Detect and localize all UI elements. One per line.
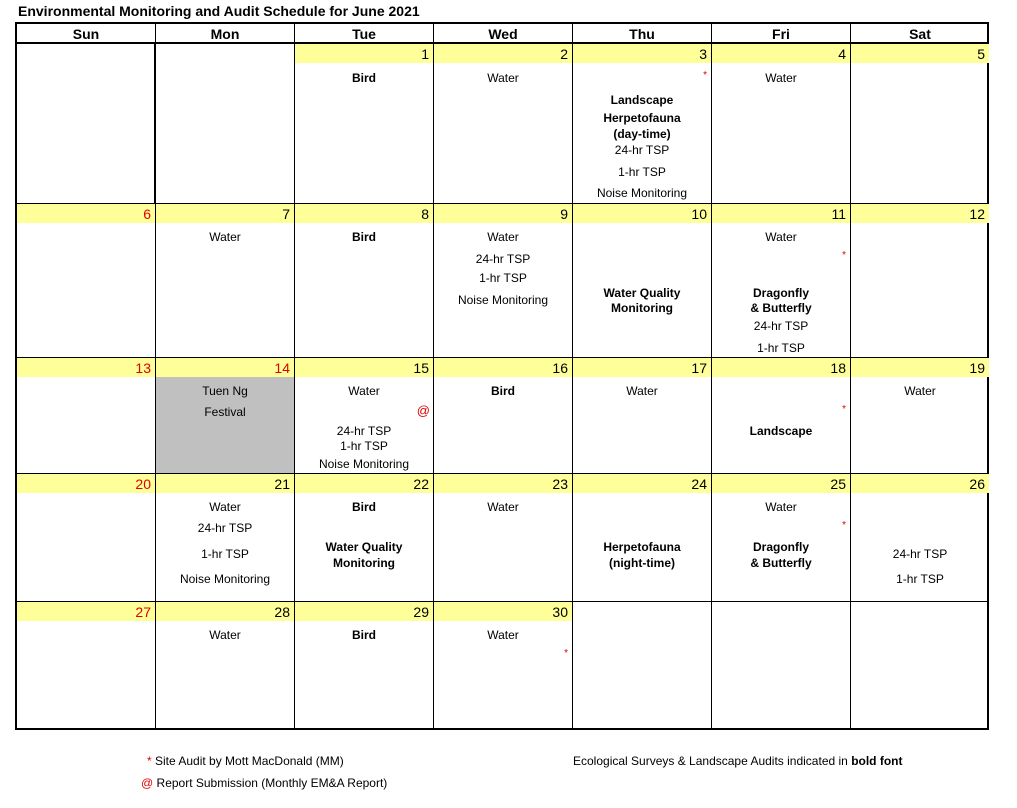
day-cell-11 [712,204,851,358]
day-number: 17 [691,360,707,376]
day-number: 21 [274,476,290,492]
event-tsp24: 24-hr TSP [336,424,392,438]
site-audit-marker: * [842,520,846,531]
site-audit-marker: * [703,70,707,81]
report-text: Report Submission (Monthly EM&A Report) [156,776,388,790]
day-cell-25 [712,474,851,602]
day-number: 26 [969,476,985,492]
event-tsp1: 1-hr TSP [340,439,388,453]
day-number: 4 [838,46,846,62]
event-nighttime: (night-time) [609,556,675,570]
bold-note-text: Ecological Surveys & Landscape Audits indicated in [573,754,848,768]
header-sun: Sun [17,24,156,44]
event-tsp24: 24-hr TSP [475,252,531,266]
day-cell-21 [156,474,295,602]
event-dragonfly: Dragonfly [752,540,809,554]
day-cell-2 [434,44,573,204]
event-daytime: (day-time) [613,127,671,141]
day-cell-13 [17,358,156,474]
event-monitoring: Monitoring [611,301,673,315]
event-water: Water [487,230,519,244]
day-number: 15 [413,360,429,376]
event-water-quality: Water Quality [325,540,403,554]
report-symbol: @ [141,776,154,790]
header-sat: Sat [851,24,989,44]
date-band [295,358,433,377]
date-band [573,358,711,377]
day-number: 30 [552,604,568,620]
header-tue: Tue [295,24,434,44]
day-cell-17 [573,358,712,474]
day-cell-1 [295,44,434,204]
day-cell-19 [851,358,989,474]
event-water: Water [765,230,797,244]
date-band [573,44,711,63]
date-band [434,358,572,377]
day-number: 12 [969,206,985,222]
day-number: 22 [413,476,429,492]
day-cell-10 [573,204,712,358]
day-cell-5 [851,44,989,204]
event-tsp24: 24-hr TSP [614,143,670,157]
event-butterfly: & Butterfly [750,556,812,570]
date-band [851,474,989,493]
site-audit-symbol: * [147,754,152,768]
event-tsp1: 1-hr TSP [201,547,249,561]
date-band [156,204,294,223]
site-audit-marker: * [842,250,846,261]
day-cell-29 [295,602,434,730]
date-band [295,44,433,63]
event-noise: Noise Monitoring [457,293,549,307]
day-cell-20 [17,474,156,602]
day-number: 9 [560,206,568,222]
report-submission-marker: @ [416,403,430,418]
event-noise: Noise Monitoring [596,186,688,200]
day-cell-16 [434,358,573,474]
event-water: Water [626,384,658,398]
event-water: Water [765,71,797,85]
event-water: Water [487,71,519,85]
day-cell-26 [851,474,989,602]
day-number: 16 [552,360,568,376]
bold-word: bold [851,754,877,768]
event-landscape: Landscape [610,93,674,107]
legend-report [141,776,387,790]
event-tsp1: 1-hr TSP [896,572,944,586]
cell-empty [851,602,989,730]
date-band [434,44,572,63]
day-number: 18 [830,360,846,376]
event-landscape: Landscape [749,424,813,438]
event-tsp24: 24-hr TSP [753,319,809,333]
day-number: 13 [135,360,151,376]
event-water-quality: Water Quality [603,286,681,300]
day-cell-28 [156,602,295,730]
event-dragonfly: Dragonfly [752,286,809,300]
day-number: 3 [699,46,707,62]
site-audit-marker: * [842,404,846,415]
day-cell-23 [434,474,573,602]
day-cell-9 [434,204,573,358]
site-audit-marker: * [564,648,568,659]
header-wed: Wed [434,24,573,44]
event-water: Water [209,500,241,514]
cell-empty [17,44,156,204]
header-fri: Fri [712,24,851,44]
event-tsp1: 1-hr TSP [757,341,805,355]
day-number: 1 [421,46,429,62]
date-band [434,474,572,493]
date-band [295,602,433,621]
event-butterfly: & Butterfly [750,301,812,315]
event-water: Water [487,628,519,642]
legend-site-audit [147,754,344,768]
event-noise: Noise Monitoring [179,572,271,586]
event-tsp1: 1-hr TSP [479,271,527,285]
cell-empty [156,44,295,204]
day-cell-15 [295,358,434,474]
date-band [295,474,433,493]
date-band [712,204,850,223]
event-tsp24: 24-hr TSP [197,521,253,535]
day-number: 25 [830,476,846,492]
date-band [573,204,711,223]
event-noise: Noise Monitoring [318,457,410,471]
cell-empty [712,602,851,730]
day-number: 14 [274,360,290,376]
date-band [17,602,155,621]
day-cell-3 [573,44,712,204]
day-cell-6 [17,204,156,358]
event-bird: Bird [352,500,376,514]
date-band [851,44,989,63]
day-cell-12 [851,204,989,358]
day-number: 23 [552,476,568,492]
day-cell-7 [156,204,295,358]
font-word: font [879,754,903,768]
date-band [851,358,989,377]
event-bird: Bird [352,628,376,642]
event-tsp24: 24-hr TSP [892,547,948,561]
day-number: 2 [560,46,568,62]
event-water: Water [209,230,241,244]
event-bird: Bird [352,71,376,85]
day-number: 19 [969,360,985,376]
day-cell-30 [434,602,573,730]
date-band [434,204,572,223]
date-band [434,602,572,621]
day-number: 7 [282,206,290,222]
event-tuen-ng: Tuen Ng [202,384,248,398]
day-number: 27 [135,604,151,620]
event-herpetofauna: Herpetofauna [603,111,681,125]
site-audit-text: Site Audit by Mott MacDonald (MM) [155,754,344,768]
day-number: 28 [274,604,290,620]
event-water: Water [348,384,380,398]
day-number: 11 [831,206,846,222]
day-number: 29 [413,604,429,620]
date-band [17,474,155,493]
calendar-grid [15,22,989,730]
event-bird: Bird [491,384,515,398]
event-bird: Bird [352,230,376,244]
header-mon: Mon [156,24,295,44]
day-cell-22 [295,474,434,602]
event-tsp1: 1-hr TSP [618,165,666,179]
date-band [712,358,850,377]
date-band [17,204,155,223]
day-cell-24 [573,474,712,602]
date-band [295,204,433,223]
date-band [712,44,850,63]
date-band [573,474,711,493]
date-band [712,474,850,493]
header-thu: Thu [573,24,712,44]
day-number: 24 [691,476,707,492]
date-band [156,358,294,377]
event-monitoring: Monitoring [333,556,395,570]
date-band [17,358,155,377]
day-cell-8 [295,204,434,358]
day-number: 8 [421,206,429,222]
date-band [156,474,294,493]
event-water: Water [209,628,241,642]
day-cell-4 [712,44,851,204]
day-number: 20 [135,476,151,492]
event-water: Water [487,500,519,514]
event-herpetofauna: Herpetofauna [603,540,681,554]
cell-empty [573,602,712,730]
day-cell-18 [712,358,851,474]
event-water: Water [765,500,797,514]
date-band [156,602,294,621]
day-cell-27 [17,602,156,730]
legend-bold-note [573,754,903,768]
day-number: 10 [691,206,707,222]
day-number: 6 [143,206,151,222]
day-number: 5 [977,46,985,62]
page-title: Environmental Monitoring and Audit Schedule for June 2021 [18,3,420,19]
day-cell-14 [156,358,295,474]
date-band [851,204,989,223]
event-festival: Festival [204,405,246,419]
event-water: Water [904,384,936,398]
